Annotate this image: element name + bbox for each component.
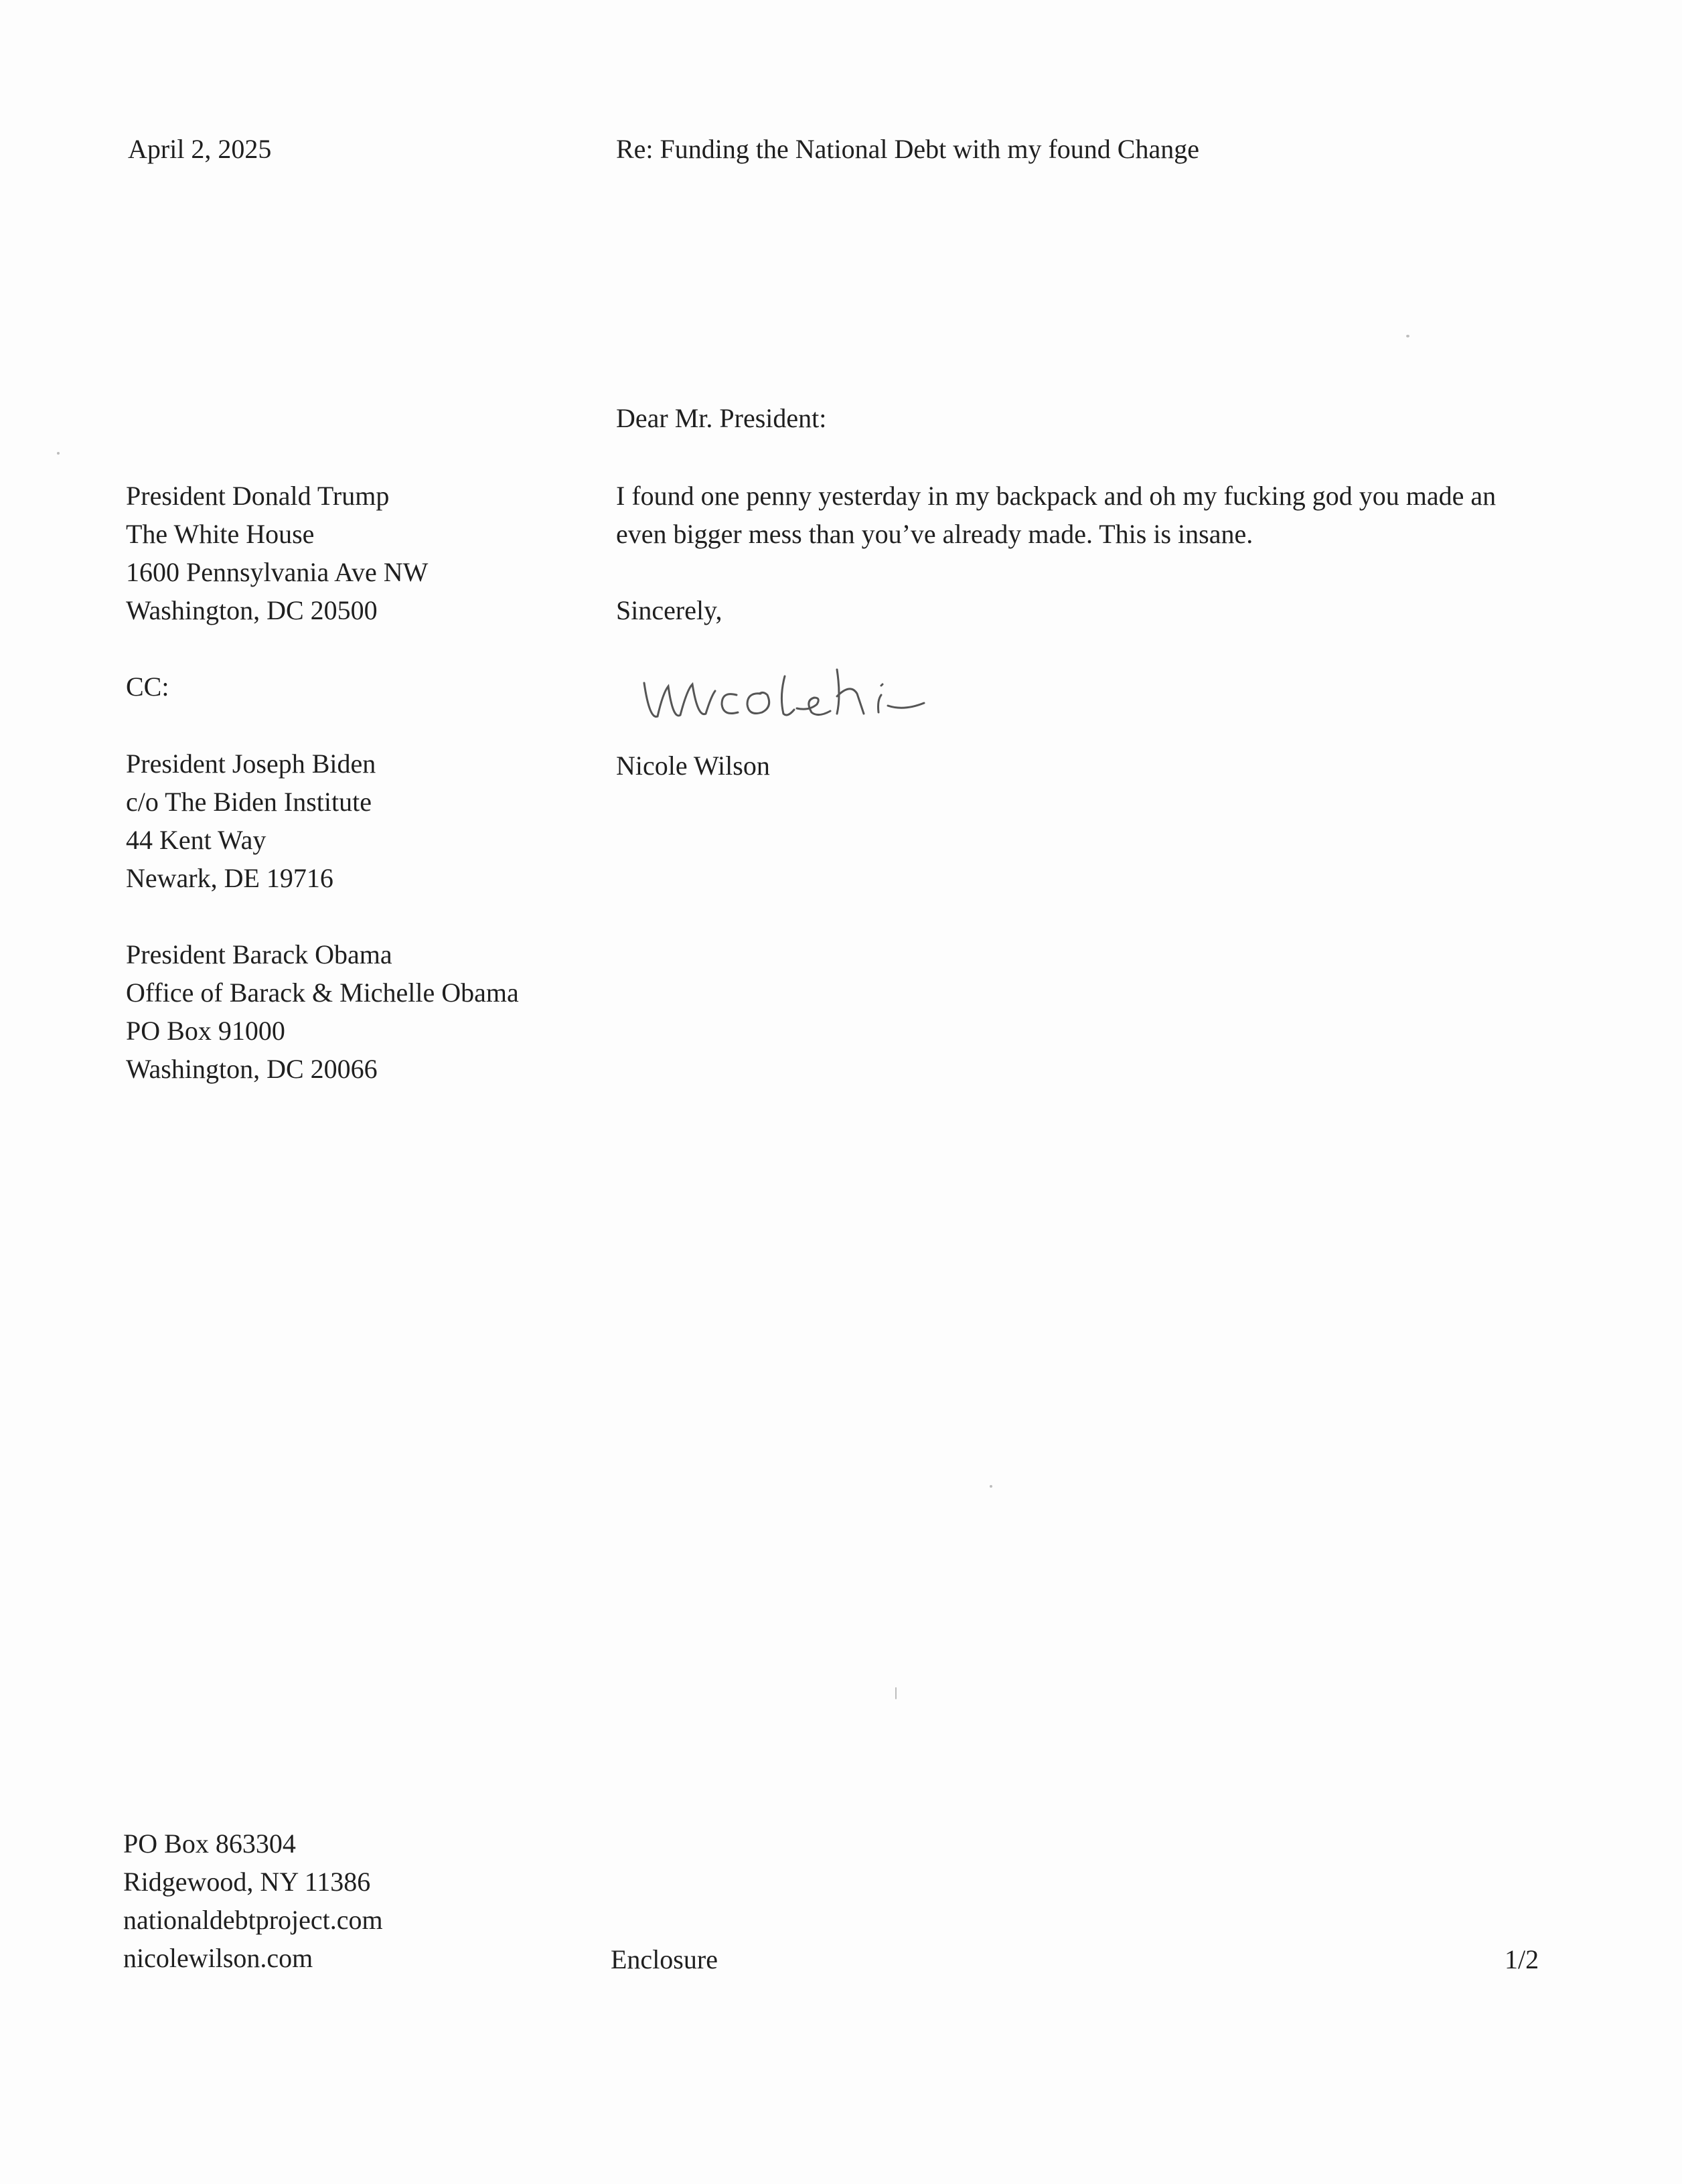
salutation: [616, 399, 826, 437]
cc-recipient-address: [126, 745, 376, 897]
scan-speck: [1406, 335, 1409, 337]
sender-line: PO Box 863304: [123, 1828, 296, 1859]
cc-label-text: CC:: [126, 672, 169, 702]
scan-speck: [895, 1687, 897, 1699]
signer-text: Nicole Wilson: [616, 751, 770, 781]
page-number: [1505, 1940, 1539, 1978]
cc-line: 44 Kent Way: [126, 825, 266, 855]
body-line: even bigger mess than you’ve already made. This is insane.: [616, 519, 1253, 549]
cc-recipient-address: [126, 935, 519, 1088]
signer-name: [616, 747, 770, 785]
scan-speck: [57, 452, 60, 455]
recipient-line: 1600 Pennsylvania Ave NW: [126, 557, 429, 587]
cc-line: Newark, DE 19716: [126, 863, 333, 893]
subject-line: [616, 130, 1199, 168]
cc-line: President Joseph Biden: [126, 749, 376, 779]
sender-address: [123, 1824, 383, 1977]
handwritten-signature: [636, 656, 944, 730]
recipient-address: [126, 477, 428, 629]
scan-speck: [990, 1485, 992, 1488]
cc-line: Office of Barack & Michelle Obama: [126, 978, 519, 1008]
cc-line: President Barack Obama: [126, 939, 392, 969]
enclosure-text: Enclosure: [611, 1944, 718, 1974]
recipient-line: President Donald Trump: [126, 481, 390, 511]
body-line: I found one penny yesterday in my backpack and oh my fucking god you made an: [616, 481, 1497, 511]
cc-line: Washington, DC 20066: [126, 1054, 378, 1084]
cc-line: PO Box 91000: [126, 1016, 285, 1046]
letter-date: [128, 130, 271, 168]
recipient-line: Washington, DC 20500: [126, 595, 378, 625]
closing-text: Sincerely,: [616, 595, 722, 625]
recipient-line: The White House: [126, 519, 315, 549]
letter-body: [616, 477, 1553, 553]
cc-line: c/o The Biden Institute: [126, 787, 372, 817]
subject-text: Re: Funding the National Debt with my found Change: [616, 134, 1199, 164]
sender-line: Ridgewood, NY 11386: [123, 1867, 371, 1897]
salutation-text: Dear Mr. President:: [616, 403, 827, 433]
sender-website: nicolewilson.com: [123, 1943, 313, 1973]
closing: [616, 591, 722, 629]
cc-label: [126, 668, 169, 706]
enclosure-note: [611, 1940, 718, 1978]
date-text: April 2, 2025: [128, 134, 272, 164]
page-number-text: 1/2: [1505, 1944, 1539, 1974]
signature-scribble-icon: [636, 656, 944, 730]
sender-website: nationaldebtproject.com: [123, 1905, 383, 1935]
